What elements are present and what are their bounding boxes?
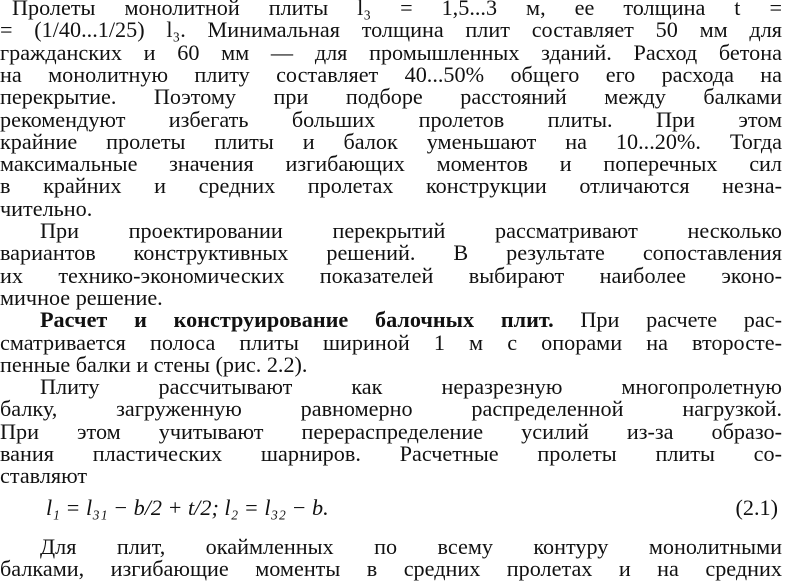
line-text: вариантов конструктивных решений. В результате сопоставления [0, 240, 782, 266]
line-text: крайние пролеты плиты и балок уменьшают на 10...20%. Тогда [0, 128, 782, 154]
text-line [0, 558, 792, 582]
line-text: чительно. [0, 195, 93, 221]
line-text: ставляют [0, 463, 88, 489]
line-text: максимальные значения изгибающих моментов и поперечных сил [0, 151, 782, 177]
line-text: = (1/40...1/25) l₃. Минимальная толщина плит составляет 50 мм для [0, 17, 782, 43]
line-text: Пролеты монолитной плиты l₃ = 1,5...3 м, ее толщина t = [12, 0, 782, 20]
section-heading: Расчет и конструирование балочных плит. [40, 307, 554, 333]
line-text: Плиту рассчитывают как неразрезную многопролетную [40, 374, 782, 400]
line-text: сматривается полоса плиты шириной 1 м с опорами на второсте- [0, 329, 782, 355]
line-text: в крайних и средних пролетах конструкции отличаются незна- [0, 173, 782, 199]
line-text: мичное решение. [0, 284, 163, 310]
line-text: их технико-экономических показателей выбирают наиболее эконо- [0, 262, 782, 288]
line-text: При проектировании перекрытий рассматривают несколько [40, 218, 782, 243]
line-text: балками, изгибающие моменты в средних пролетах и на средних [0, 556, 782, 582]
text-line [0, 175, 792, 199]
text-line [0, 443, 792, 467]
line-text: вания пластических шарниров. Расчетные пролеты плиты со- [0, 441, 782, 466]
line-text: При этом учитывают перераспределение усилий из-за образо- [0, 418, 782, 444]
line-text: перекрытие. Поэтому при подборе расстояний между балками [0, 84, 782, 110]
line-text: на монолитную плиту составляет 40...50% общего его расхода на [0, 61, 782, 87]
line-text: балку, загруженную равномерно распределенной нагрузкой. [0, 396, 782, 422]
line-text: При расчете рас- [553, 307, 782, 333]
line-text: гражданских и 60 мм — для промышленных зданий. Расход бетона [0, 39, 782, 65]
line-text: пенные балки и стены (рис. 2.2). [0, 351, 308, 377]
equation-number: (2.1) [735, 495, 778, 520]
equation-2-1: l₁ = l₃₁ − b/2 + t/2; l₂ = l₃₂ − b. [46, 495, 329, 520]
text-line [0, 465, 792, 489]
line-text: рекомендуют избегать больших пролетов плиты. При этом [0, 106, 782, 132]
line-text: Для плит, окаймленных по всему контуру монолитными [40, 534, 782, 559]
